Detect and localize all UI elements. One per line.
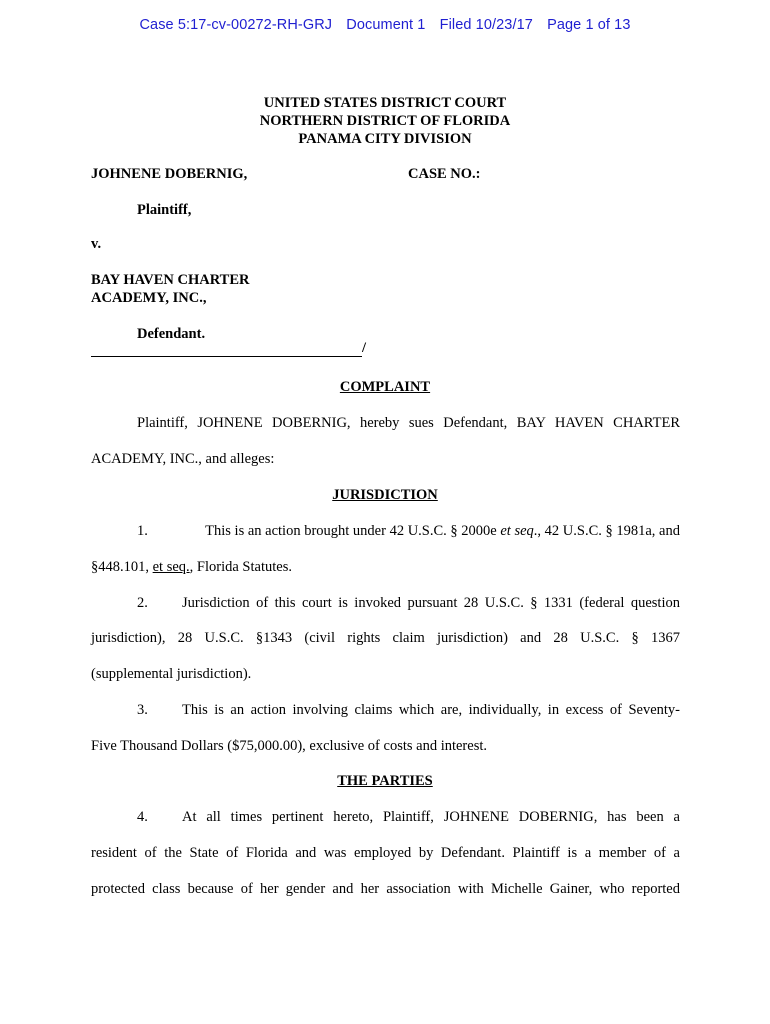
caption-slash: / xyxy=(362,340,367,356)
court-name: UNITED STATES DISTRICT COURT xyxy=(263,95,507,111)
paragraph-4-number: 4. xyxy=(137,809,148,825)
paragraph-4-line-3: protected class because of her gender and her association with Michelle Gainer, who reported xyxy=(91,881,680,897)
paragraph-4-line-2: resident of the State of Florida and was employed by Defendant. Plaintiff is a member of a xyxy=(91,845,680,861)
plaintiff-role: Plaintiff, xyxy=(137,202,192,218)
intro-line-1: Plaintiff, JOHNENE DOBERNIG, hereby sues Defendant, BAY HAVEN CHARTER xyxy=(137,415,680,431)
court-title-block xyxy=(0,94,770,148)
court-district: NORTHERN DISTRICT OF FLORIDA xyxy=(259,113,511,129)
caption-underline xyxy=(91,342,362,357)
versus-label: v. xyxy=(91,236,102,252)
paragraph-3-line-1: This is an action involving claims which are, individually, in excess of Seventy- xyxy=(182,702,680,718)
paragraph-1-number: 1. xyxy=(137,523,148,539)
defendant-name-line2: ACADEMY, INC., xyxy=(91,290,207,306)
paragraph-1-line-2: §448.101, et seq., Florida Statutes. xyxy=(91,559,292,575)
paragraph-3-line-2: Five Thousand Dollars ($75,000.00), exclusive of costs and interest. xyxy=(91,738,487,754)
document-number-stamp: Document 1 xyxy=(346,17,426,33)
filed-date-stamp: Filed 10/23/17 xyxy=(439,17,533,33)
paragraph-4-line-1: At all times pertinent hereto, Plaintiff, JOHNENE DOBERNIG, has been a xyxy=(182,809,680,825)
case-number-label: CASE NO.: xyxy=(408,166,481,182)
paragraph-2-line-3: (supplemental jurisdiction). xyxy=(91,666,252,682)
court-division: PANAMA CITY DIVISION xyxy=(298,131,472,147)
paragraph-2-line-2: jurisdiction), 28 U.S.C. §1343 (civil rights claim jurisdiction) and 28 U.S.C. § 1367 xyxy=(91,630,680,646)
case-number-stamp: Case 5:17-cv-00272-RH-GRJ xyxy=(139,17,333,33)
jurisdiction-heading: JURISDICTION xyxy=(332,487,438,503)
paragraph-3-number: 3. xyxy=(137,702,148,718)
intro-line-2: ACADEMY, INC., and alleges: xyxy=(91,451,275,467)
filing-header-stamp xyxy=(0,17,770,33)
paragraph-1-line-1: This is an action brought under 42 U.S.C. § 2000e et seq., 42 U.S.C. § 1981a, and xyxy=(205,523,680,539)
plaintiff-name: JOHNENE DOBERNIG, xyxy=(91,166,248,182)
complaint-heading: COMPLAINT xyxy=(339,379,431,395)
defendant-role: Defendant. xyxy=(137,326,206,342)
page-number-stamp: Page 1 of 13 xyxy=(547,17,631,33)
paragraph-2-line-1: Jurisdiction of this court is invoked pursuant 28 U.S.C. § 1331 (federal question xyxy=(182,595,680,611)
parties-heading: THE PARTIES xyxy=(337,773,433,789)
defendant-name-line1: BAY HAVEN CHARTER xyxy=(91,272,250,288)
paragraph-2-number: 2. xyxy=(137,595,148,611)
